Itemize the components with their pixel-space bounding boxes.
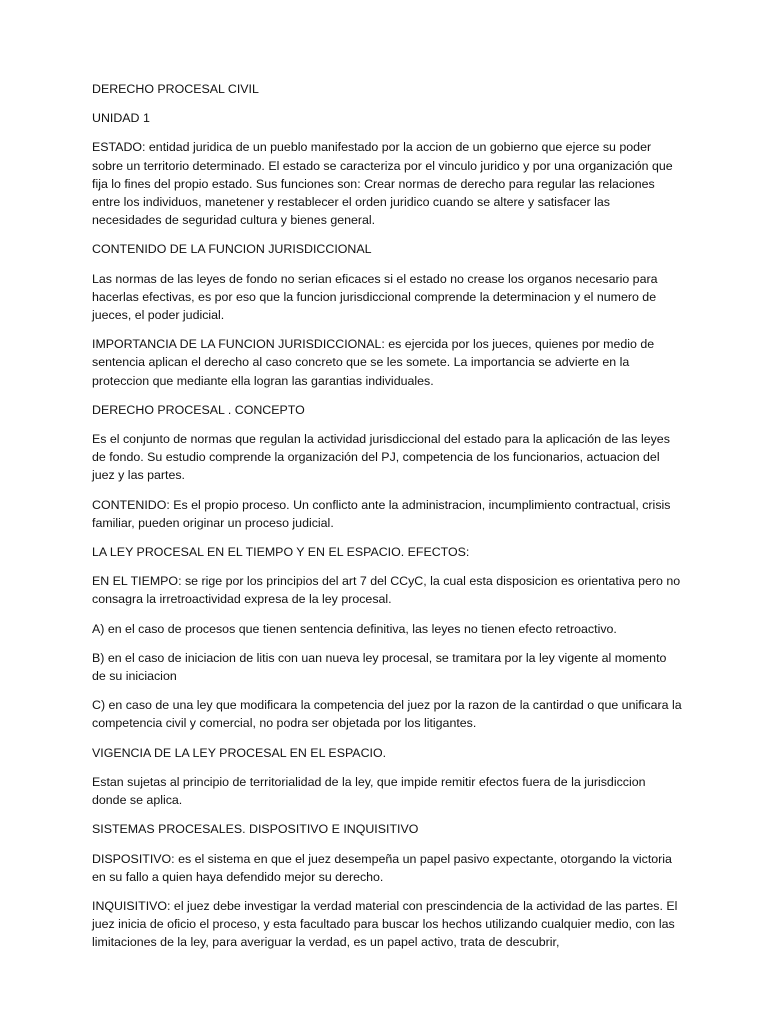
document-title: DERECHO PROCESAL CIVIL xyxy=(92,82,259,96)
paragraph-inquisitivo: INQUISITIVO: el juez debe investigar la verdad material con prescindencia de la actividad de las partes. El juez inicia de oficio el proceso, y esta facultado para buscar los hechos utilizando cualquier medio, con las limitaciones de la ley, para averiguar la verdad, es un papel activo, trata de descubrir, xyxy=(92,898,678,950)
list-item-b: B) en el caso de iniciacion de litis con uan nueva ley procesal, se tramitara por la ley vigente al momento de su iniciacion xyxy=(92,650,667,684)
paragraph-en-el-tiempo: EN EL TIEMPO: se rige por los principios del art 7 del CCyC, la cual esta disposicion es orientativa pero no consagra la irretroactividad expresa de la ley procesal. xyxy=(92,574,681,607)
paragraph-conjunto-normas: Es el conjunto de normas que regulan la actividad jurisdiccional del estado para la aplicación de las leyes de fondo. Su estudio comprende la organización del PJ, competencia de los funcionarios, actuacion del juez y las partes. xyxy=(92,432,670,483)
paragraph-normas-leyes: Las normas de las leyes de fondo no serian eficaces si el estado no crease los organos necesario para hacerlas efectivas, es por eso que la funcion jurisdiccional comprende la determinacion y el numero de jueces, el poder judicial. xyxy=(92,271,658,323)
list-item-a: A) en el caso de procesos que tienen sentencia definitiva, las leyes no tienen efecto retroactivo. xyxy=(92,621,617,636)
paragraph-dispositivo: DISPOSITIVO: es el sistema en que el juez desempeña un papel pasivo expectante, otorgando la victoria en su fallo a quien haya defendido mejor su derecho. xyxy=(92,851,672,884)
paragraph-contenido: CONTENIDO: Es el propio proceso. Un conflicto ante la administracion, incumplimiento contractual, crisis familiar, pueden originar un proceso judicial. xyxy=(92,497,671,530)
heading-contenido-funcion: CONTENIDO DE LA FUNCION JURISDICCIONAL xyxy=(92,242,372,257)
heading-ley-procesal-tiempo-espacio: LA LEY PROCESAL EN EL TIEMPO Y EN EL ESPACIO. EFECTOS: xyxy=(92,545,470,560)
paragraph-importancia: IMPORTANCIA DE LA FUNCION JURISDICCIONAL: es ejercida por los jueces, quienes por medio de sentencia aplican el derecho al caso concreto que se les somete. La importancia se advierte en la proteccion que mediante ella logran las garantias individuales. xyxy=(92,337,655,388)
heading-derecho-procesal-concepto: DERECHO PROCESAL . CONCEPTO xyxy=(92,402,305,417)
heading-vigencia-espacio: VIGENCIA DE LA LEY PROCESAL EN EL ESPACIO. xyxy=(92,745,387,760)
list-item-c: C) en caso de una ley que modificara la competencia del juez por la razon de la cantirdad o que unificara la competencia civil y comercial, no podra ser objetada por los litigantes. xyxy=(92,698,682,731)
heading-sistemas-procesales: SISTEMAS PROCESALES. DISPOSITIVO E INQUISITIVO xyxy=(92,822,419,837)
unit-heading: UNIDAD 1 xyxy=(92,111,150,126)
paragraph-territorialidad: Estan sujetas al principio de territorialidad de la ley, que impide remitir efectos fuera de la jurisdiccion donde se aplica. xyxy=(92,774,646,808)
paragraph-estado: ESTADO: entidad juridica de un pueblo manifestado por la accion de un gobierno que ejerce su poder sobre un territorio determinado. El estado se caracteriza por el vinculo juridico y por una organización que fija lo fines del propio estado. Sus funciones son: Crear normas de derecho para regular las relaciones entre los individuos, manetener y restablecer el orden juridico cuando se altere y satisfacer las necesidades de seguridad cultura y bienes general. xyxy=(92,140,673,228)
document-page xyxy=(92,80,682,963)
